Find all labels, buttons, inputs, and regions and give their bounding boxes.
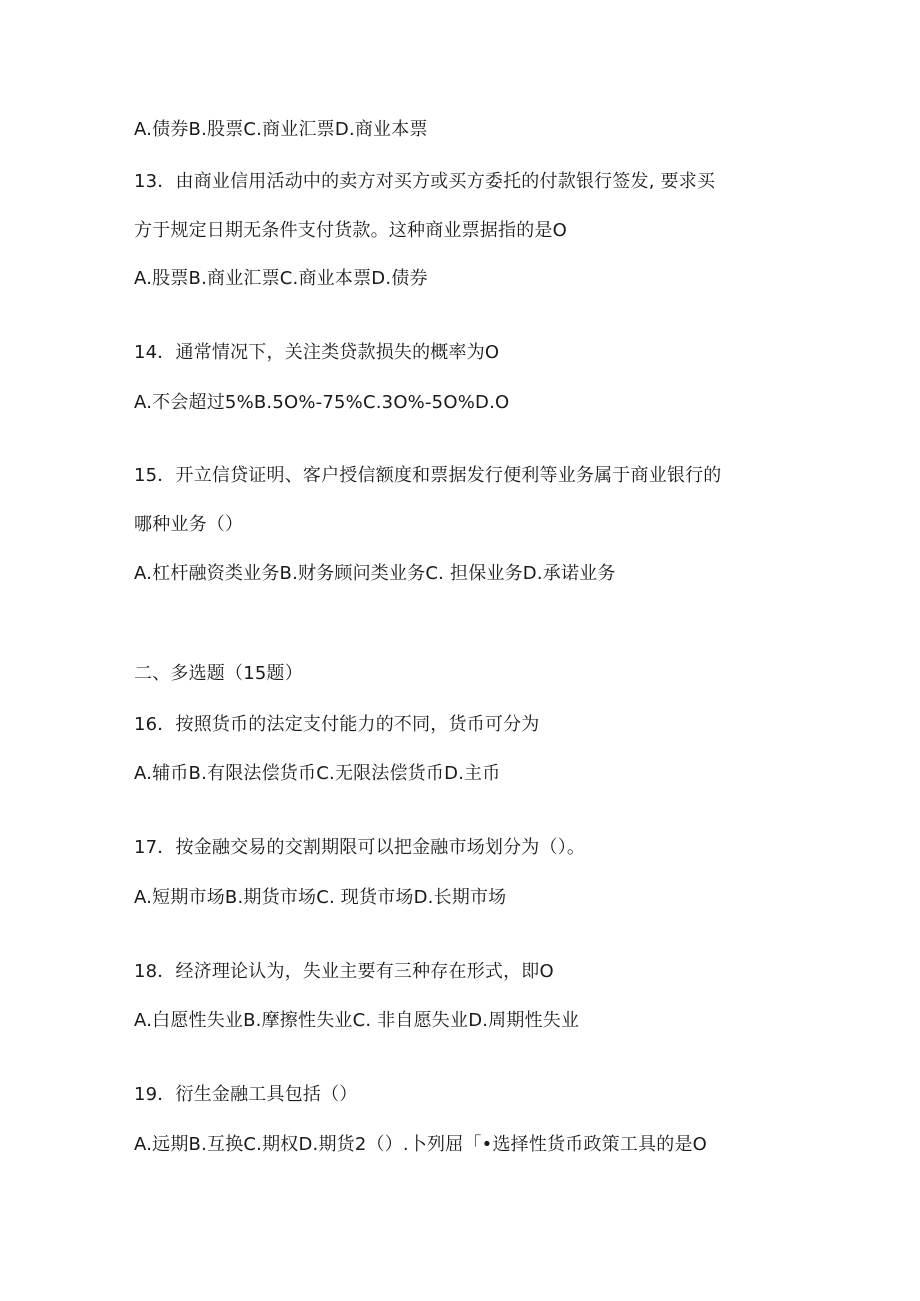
q15-stem-line1: 15．开立信贷证明、客户授信额度和票据发行便利等业务属于商业银行的 bbox=[134, 465, 722, 486]
section-heading: 二、多选题（15题） bbox=[134, 663, 303, 684]
q17-options: A.短期市场B.期货市场C. 现货市场D.长期市场 bbox=[134, 887, 507, 908]
q17-stem: 17．按金融交易的交割期限可以把金融市场划分为（）。 bbox=[134, 837, 586, 858]
q16-stem: 16．按照货币的法定支付能力的不同，货币可分为 bbox=[134, 714, 540, 735]
q13-options: A.股票B.商业汇票C.商业本票D.债券 bbox=[134, 268, 428, 289]
q15-options: A.杠杆融资类业务B.财务顾问类业务C. 担保业务D.承诺业务 bbox=[134, 563, 616, 584]
q18-options: A.白愿性失业B.摩擦性失业C. 非自愿失业D.周期性失业 bbox=[134, 1010, 580, 1031]
q12-options: A.债券B.股票C.商业汇票D.商业本票 bbox=[134, 119, 428, 140]
q14-stem: 14．通常情况下，关注类贷款损失的概率为O bbox=[134, 342, 500, 363]
q18-stem: 18．经济理论认为，失业主要有三种存在形式，即O bbox=[134, 961, 554, 982]
q13-stem-line2: 方于规定日期无条件支付货款。这种商业票据指的是O bbox=[134, 220, 567, 241]
q13-stem-line1: 13．由商业信用活动中的卖方对买方或买方委托的付款银行签发, 要求买 bbox=[134, 171, 716, 192]
q19-stem: 19．衍生金融工具包括（） bbox=[134, 1084, 358, 1105]
q16-options: A.辅币B.有限法偿货币C.无限法偿货币D.主币 bbox=[134, 763, 501, 784]
q19-options: A.远期B.互换C.期权D.期货2（）.卜列屈「•选择性货币政策工具的是O bbox=[134, 1134, 708, 1155]
q14-options: A.不会超过5%B.5O%-75%C.3O%-5O%D.O bbox=[134, 392, 510, 413]
q15-stem-line2: 哪种业务（） bbox=[134, 514, 244, 535]
